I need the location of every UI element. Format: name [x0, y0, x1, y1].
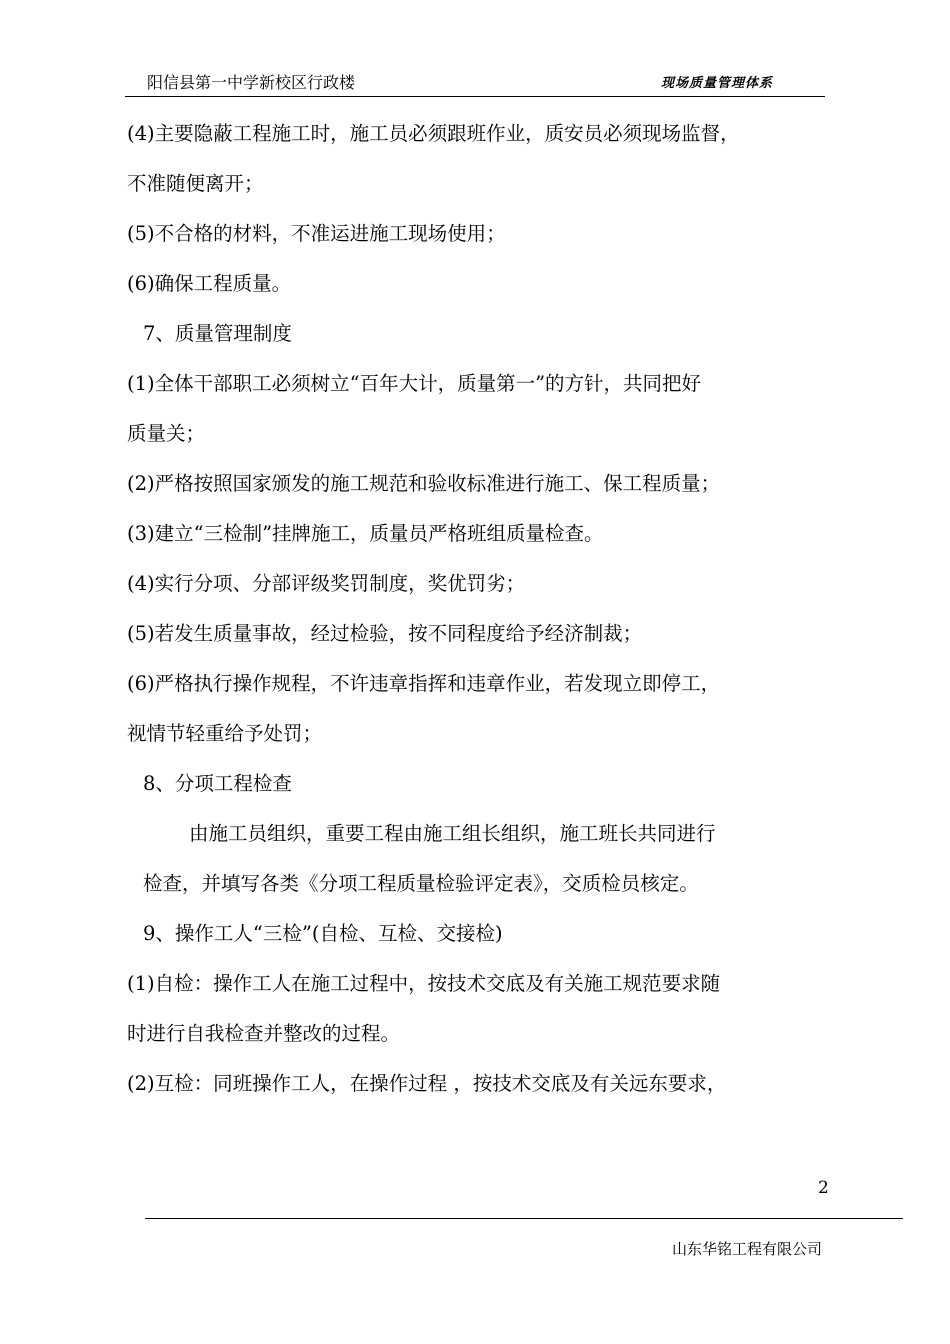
footer-company-name: 山东华铭工程有限公司 — [671, 1240, 822, 1258]
document-body — [127, 114, 807, 1114]
text-line: 检查，并填写各类《分项工程质量检验评定表》，交质检员核定。 — [143, 872, 699, 895]
text-line: (1)自检：操作工人在施工过程中，按技术交底及有关施工规范要求随 — [127, 972, 721, 995]
footer-divider — [145, 1218, 903, 1219]
header-project-title: 阳信县第一中学新校区行政楼 — [147, 73, 356, 92]
text-line: (2)互检：同班操作工人，在操作过程 ，按技术交底及有关远东要求， — [127, 1072, 727, 1095]
text-line: 由施工员组织，重要工程由施工组长组织，施工班长共同进行 — [189, 822, 716, 845]
header-section-title: 现场质量管理体系 — [660, 76, 773, 91]
text-line: (4)实行分项、分部评级奖罚制度，奖优罚劣； — [127, 572, 526, 595]
page-number: 2 — [818, 1178, 829, 1198]
text-line: (5)若发生质量事故，经过检验，按不同程度给予经济制裁； — [127, 622, 643, 645]
section-heading-7: 7、质量管理制度 — [143, 322, 292, 345]
text-line: (4)主要隐蔽工程施工时，施工员必须跟班作业，质安员必须现场监督， — [127, 122, 740, 145]
text-line: (1)全体干部职工必须树立“百年大计，质量第一”的方针，共同把好 — [127, 372, 702, 395]
section-heading-9: 9、操作工人“三检”(自检、互检、交接检) — [143, 922, 503, 945]
text-line: (2)严格按照国家颁发的施工规范和验收标准进行施工、保工程质量； — [127, 472, 721, 495]
text-line: (6)严格执行操作规程，不许违章指挥和违章作业，若发现立即停工， — [127, 672, 721, 695]
section-heading-8: 8、分项工程检查 — [143, 772, 292, 795]
header-divider — [125, 96, 825, 97]
text-line: 视情节轻重给予处罚； — [127, 722, 323, 745]
text-line: (5)不合格的材料，不准运进施工现场使用； — [127, 222, 506, 245]
text-line: 质量关； — [127, 422, 206, 445]
text-line: 时进行自我检查并整改的过程。 — [127, 1022, 401, 1045]
page-header — [125, 68, 825, 96]
text-line: (3)建立“三检制”挂牌施工，质量员严格班组质量检查。 — [127, 522, 604, 545]
text-line: 不准随便离开； — [127, 172, 264, 195]
text-line: (6)确保工程质量。 — [127, 272, 292, 295]
